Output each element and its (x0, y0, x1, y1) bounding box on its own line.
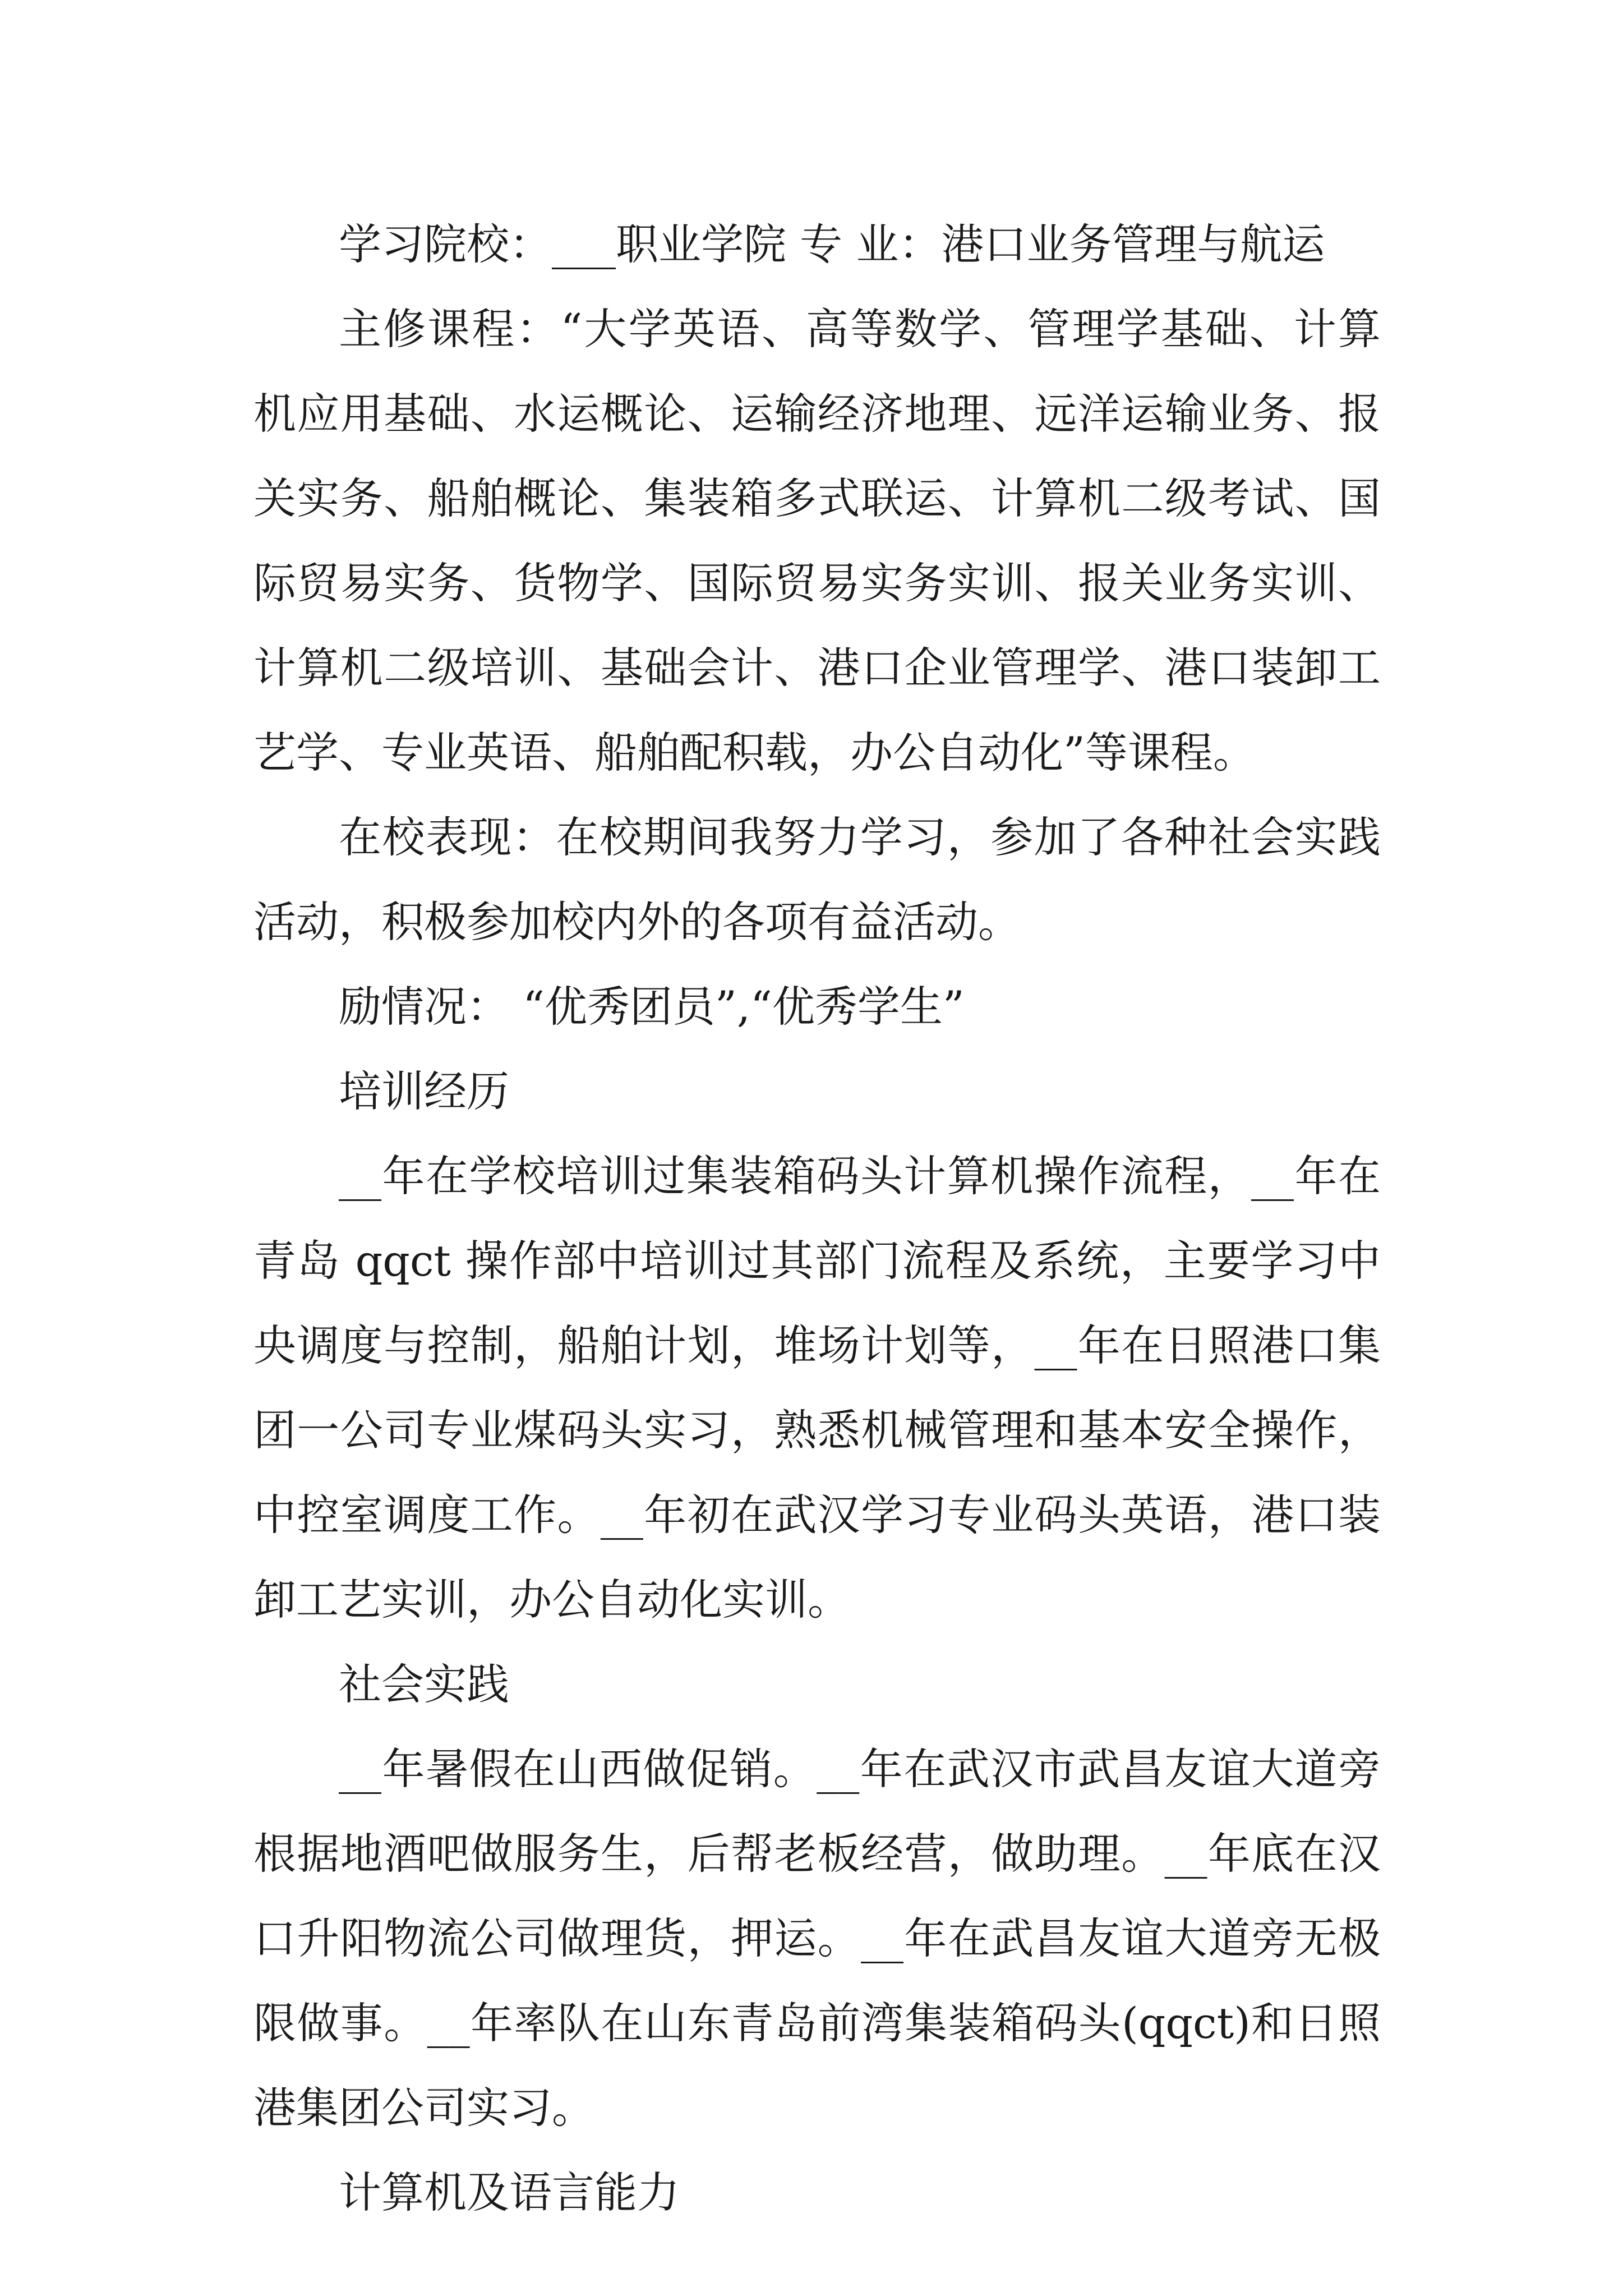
social-practice-heading: 社会实践 (339, 1659, 509, 1709)
computer-language-heading: 计算机及语言能力 (339, 2168, 680, 2217)
training-paragraph: __年在学校培训过集装箱码头计算机操作流程，__年在青岛 qqct 操作部中培训过其部门流程及系统，主要学习中央调度与控制，船舶计划，堆场计划等，__年在日照港口集团一公司专业煤码头实习，熟悉机械管理和基本安全操作，中控室调度工作。__年初在武汉学习专业码头英语，港口装卸工艺实训，办公自动化实训。 (253, 1151, 1381, 1625)
awards-line: 励情况： “优秀团员”,“优秀学生” (339, 982, 965, 1032)
social-practice-paragraph: __年暑假在山西做促销。__年在武汉市武昌友谊大道旁根据地酒吧做服务生，后帮老板经营，做助理。__年底在汉口升阳物流公司做理货，押运。__年在武昌友谊大道旁无极限做事。__年率队在山东青岛前湾集装箱码头(qqct)和日照港集团公司实习。 (253, 1744, 1381, 2133)
school-major-line: 学习院校：___职业学院 专 业：港口业务管理与航运 (339, 219, 1325, 269)
resume-body (253, 202, 1381, 2235)
courses-paragraph: 主修课程：“大学英语、高等数学、管理学基础、计算机应用基础、水运概论、运输经济地理、远洋运输业务、报关实务、船舶概论、集装箱多式联运、计算机二级考试、国际贸易实务、货物学、国际贸易实务实训、报关业务实训、计算机二级培训、基础会计、港口企业管理学、港口装卸工艺学、专业英语、船舶配积载，办公自动化”等课程。 (253, 304, 1381, 777)
training-heading: 培训经历 (339, 1066, 509, 1116)
school-performance-paragraph: 在校表现：在校期间我努力学习，参加了各种社会实践活动，积极参加校内外的各项有益活动。 (253, 812, 1381, 947)
